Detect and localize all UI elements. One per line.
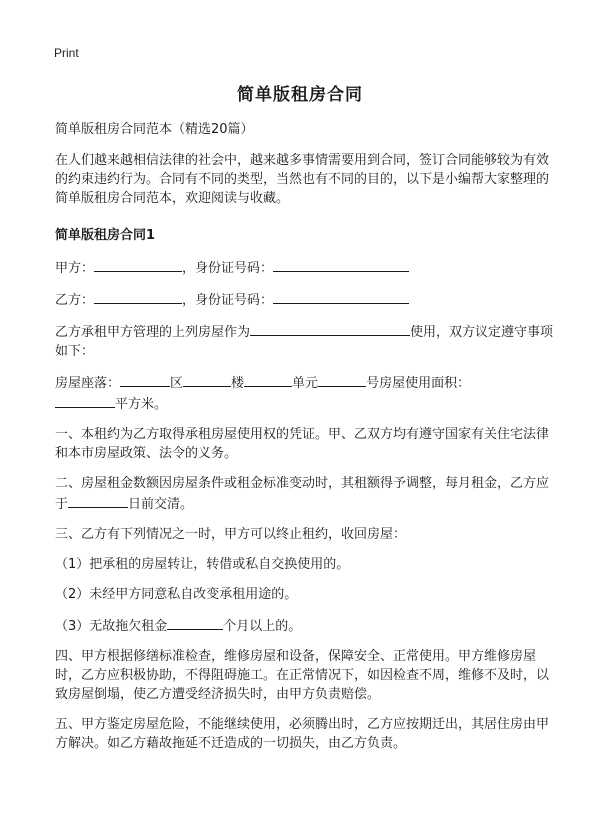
rent-due-day-blank xyxy=(68,493,128,508)
party-a-line xyxy=(55,257,555,278)
intro-paragraph: 在人们越来越相信法律的社会中，越来越多事情需要用到合同，签订合同能够较为有效的约束违约行为。合同有不同的类型，当然也有不同的目的，以下是小编帮大家整理的简单版租房合同范本，欢迎阅读与收藏。 xyxy=(55,153,550,206)
party-b-line xyxy=(55,289,555,310)
section-heading: 简单版租房合同1 xyxy=(55,228,156,243)
area-blank xyxy=(55,393,115,408)
clause-4: 四、甲方根据修缮标准检查，维修房屋和设备，保障安全、正常使用。甲方维修房屋时，乙方应积极协助，不得阻碍施工。在正常情况下，如因检查不周，维修不及时，以致房屋倒塌，使乙方遭受经济损失时，由甲方负责赔偿。 xyxy=(55,649,550,702)
clause-3-item-3-text: （3）无故拖欠租金 xyxy=(55,619,168,634)
document-subtitle: 简单版租房合同范本（精选20篇） xyxy=(55,122,254,137)
overdue-months-blank xyxy=(167,615,223,630)
party-b-id-blank xyxy=(273,289,409,304)
party-a-id-blank xyxy=(273,257,409,272)
sqm-label: 平方米。 xyxy=(115,397,168,412)
clause-1: 一、本租约为乙方取得承租房屋使用权的凭证。甲、乙双方均有遵守国家有关住宅法律和本市房屋政策、法令的义务。 xyxy=(55,427,550,461)
clause-3-item-3 xyxy=(55,615,555,636)
party-b-label: 乙方： xyxy=(55,293,95,308)
document-body xyxy=(55,120,555,764)
unit-blank xyxy=(244,372,292,387)
district-blank xyxy=(120,372,170,387)
lease-purpose-prefix: 乙方承租甲方管理的上列房屋作为 xyxy=(55,325,251,340)
room-blank xyxy=(318,372,366,387)
clause-3-item-2: （2）未经甲方同意私自改变承租用途的。 xyxy=(55,587,298,602)
print-link[interactable]: Print xyxy=(54,46,79,60)
party-a-label: 甲方： xyxy=(55,261,95,276)
room-area-label: 号房屋使用面积： xyxy=(366,376,471,391)
clause-3: 三、乙方有下列情况之一时，甲方可以终止租约，收回房屋： xyxy=(55,527,407,542)
lease-purpose-suffix: 使用，双方议定遵守事项如下： xyxy=(55,325,554,359)
clause-3-item-1: （1）把承租的房屋转让，转借或私自交换使用的。 xyxy=(55,557,350,572)
page-title: 简单版租房合同 xyxy=(237,85,363,105)
clause-5: 五、甲方鉴定房屋危险，不能继续使用，必须腾出时，乙方应按期迁出，其居住房由甲方解决。如乙方藉故拖延不迁造成的一切损失，由乙方负责。 xyxy=(55,717,550,751)
clause-3-item-3-suffix: 个月以上的。 xyxy=(223,619,302,634)
clause-2 xyxy=(55,474,555,514)
party-a-id-label: ，身份证号码： xyxy=(182,261,274,276)
building-label: 楼 xyxy=(231,376,245,391)
party-b-id-label: ，身份证号码： xyxy=(182,293,274,308)
clause-2-suffix: 日前交清。 xyxy=(128,497,194,512)
property-location-line xyxy=(55,372,555,414)
party-a-name-blank xyxy=(94,257,182,272)
district-label: 区 xyxy=(170,376,184,391)
lease-purpose-blank xyxy=(250,321,410,336)
lease-purpose-line xyxy=(55,321,555,361)
party-b-name-blank xyxy=(94,289,182,304)
clause-2-text: 二、房屋租金数额因房屋条件或租金标准变动时，其租额得予调整，每月租金，乙方应于 xyxy=(55,476,550,512)
unit-label: 单元 xyxy=(292,376,319,391)
location-label: 房屋座落： xyxy=(55,376,121,391)
building-blank xyxy=(183,372,231,387)
